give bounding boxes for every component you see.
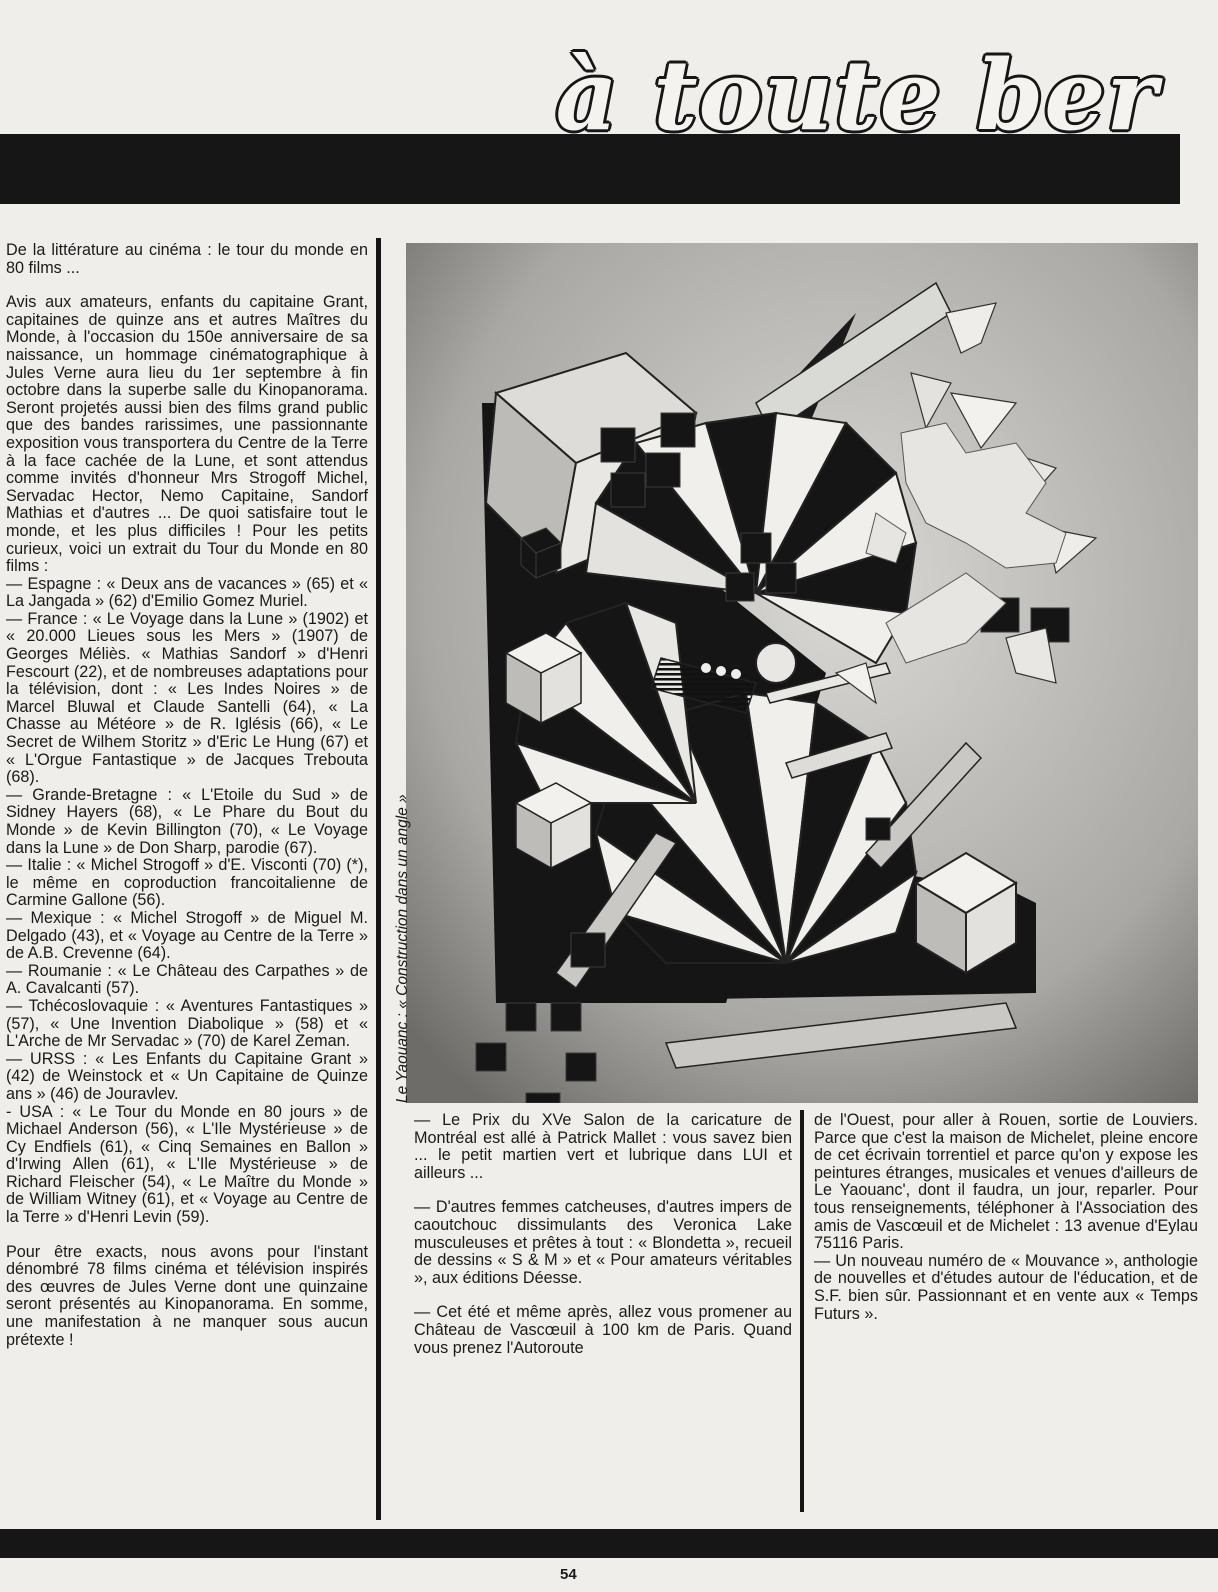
paragraph: — Le Prix du XVe Salon de la caricature de Montréal est allé à Patrick Mallet : vous savez bien ... le petit martien vert et lubrique dans LUI et ailleurs ... [414, 1111, 792, 1182]
paragraph: — Italie : « Michel Strogoff » d'E. Visconti (70) (*), le même en coproduction francoitalienne de Carmine Gallone (56). [6, 856, 368, 910]
column-divider-left [376, 238, 381, 1520]
section-title: à toute ber [555, 39, 1158, 152]
column-divider-right [800, 1110, 804, 1512]
paragraph: — Tchécoslovaquie : « Aventures Fantastiques » (57), « Une Invention Diabolique » (58) et « L'Arche de Mr Servadac » (70) de Karel Zeman. [6, 996, 368, 1051]
right-column [814, 1112, 1198, 1323]
paragraph: — Grande-Bretagne : « L'Etoile du Sud » de Sidney Hayers (68), « Le Phare du Bout du Monde » de Kevin Billington (70), « Le Voyage dans la Lune » de Don Sharp, parodie (67). [6, 785, 368, 857]
paragraph: — Espagne : « Deux ans de vacances » (65) et « La Jangada » (62) d'Emilio Gomez Muriel. [6, 574, 368, 611]
paragraph: — D'autres femmes catcheuses, d'autres impers de caoutchouc dissimulants des Veronica Lake musculeuses et prêtes à tout : « Blondetta », recueil de dessins « S & M » et « Pour amateurs véritables », aux éditions Déesse. [414, 1198, 792, 1287]
paragraph: — Cet été et même après, allez vous promener au Château de Vascœuil à 100 km de Paris. Quand vous prenez l'Autoroute [414, 1303, 792, 1357]
caption-text: Le Yaouanc : « Construction dans un angle » [394, 794, 411, 1103]
paragraph: — URSS : « Les Enfants du Capitaine Grant » (42) de Weinstock et « Un Capitaine de Quinze ans » (46) de Jouravlev. [6, 1049, 368, 1103]
paragraph: — Roumanie : « Le Château des Carpathes » de A. Cavalcanti (57). [6, 961, 368, 998]
paragraph: de l'Ouest, pour aller à Rouen, sortie de Louviers. Parce que c'est la maison de Michelet, pleine encore de cet écrivain torrentiel et parce qu'on y expose les peintures étranges, musicales et venues d'ailleurs de Le Yaouanc', dont il faudra, un jour, reparler. Pour tous renseignements, téléphoner à l'Association des amis de Vascœuil et de Michelet : 13 avenue d'Eylau 75116 Paris. [814, 1111, 1198, 1253]
paragraph: Pour être exacts, nous avons pour l'instant dénombré 78 films cinéma et télévision inspirés des œuvres de Jules Verne dont une quinzaine seront présentés au Kinopanorama. En somme, une manifestation à ne manquer sous aucun prétexte ! [6, 1242, 368, 1349]
left-column [6, 242, 368, 1349]
page-number: 54 [560, 1566, 577, 1583]
footer-bar [0, 1529, 1218, 1558]
abstract-construction-artwork [406, 243, 1198, 1103]
paragraph: - USA : « Le Tour du Monde en 80 jours » de Michael Anderson (56), « L'Ile Mystérieuse » de Cy Endfiels (61), « Cinq Semaines en Ballon » d'Irwing Allen (61), « L'Ile Mystérieuse » de Richard Fleischer (54), « Le Maître du Monde » de William Witney (61), et « Voyage au Centre de la Terre » d'Henri Levin (59). [6, 1102, 368, 1227]
paragraph: — Un nouveau numéro de « Mouvance », anthologie de nouvelles et d'études autour de l'éducation, et de S.F. bien sûr. Passionnant et en vente aux « Temps Futurs ». [814, 1251, 1198, 1323]
paragraph: — Mexique : « Michel Strogoff » de Miguel M. Delgado (43), et « Voyage au Centre de la Terre » de A.B. Crevenne (64). [6, 908, 368, 963]
middle-column [414, 1112, 792, 1357]
paragraph: Avis aux amateurs, enfants du capitaine Grant, capitaines de quinze ans et autres Maîtres du Monde, à l'occasion du 150e anniversaire de sa naissance, un hommage cinématographique à Jules Verne aura lieu du 1er septembre à fin octobre dans la superbe salle du Kinopanorama. Seront projetés aussi bien des films grand public que des bandes rarissimes, une passionnante exposition vous transportera du Centre de la Terre à la face cachée de la Lune, et sont attendus comme invités d'honneur Mrs Strogoff Michel, Servadac Hector, Nemo Capitaine, Sandorf Mathias et d'autres ... De quoi satisfaire tout le monde, et les plus difficiles ! Pour les petits curieux, voici un extrait du Tour du Monde en 80 films : [6, 293, 368, 576]
paragraph: De la littérature au cinéma : le tour du monde en 80 films ... [6, 241, 368, 277]
paragraph: — France : « Le Voyage dans la Lune » (1902) et « 20.000 Lieues sous les Mers » (1907) de Georges Méliès. « Mathias Sandorf » d'Henri Fescourt (22), et de nombreuses adaptations pour la télévision, dont : « Les Indes Noires » de Marcel Bluwal et Claude Santelli (64), « La Chasse au Météore » de R. Iglésis (66), « Le Secret de Wilhem Storitz » d'Eric Le Hung (67) et « L'Orgue Fantastique » de Jacques Trebouta (68). [6, 609, 368, 787]
illustration [406, 243, 1198, 1103]
masthead [0, 0, 1218, 205]
